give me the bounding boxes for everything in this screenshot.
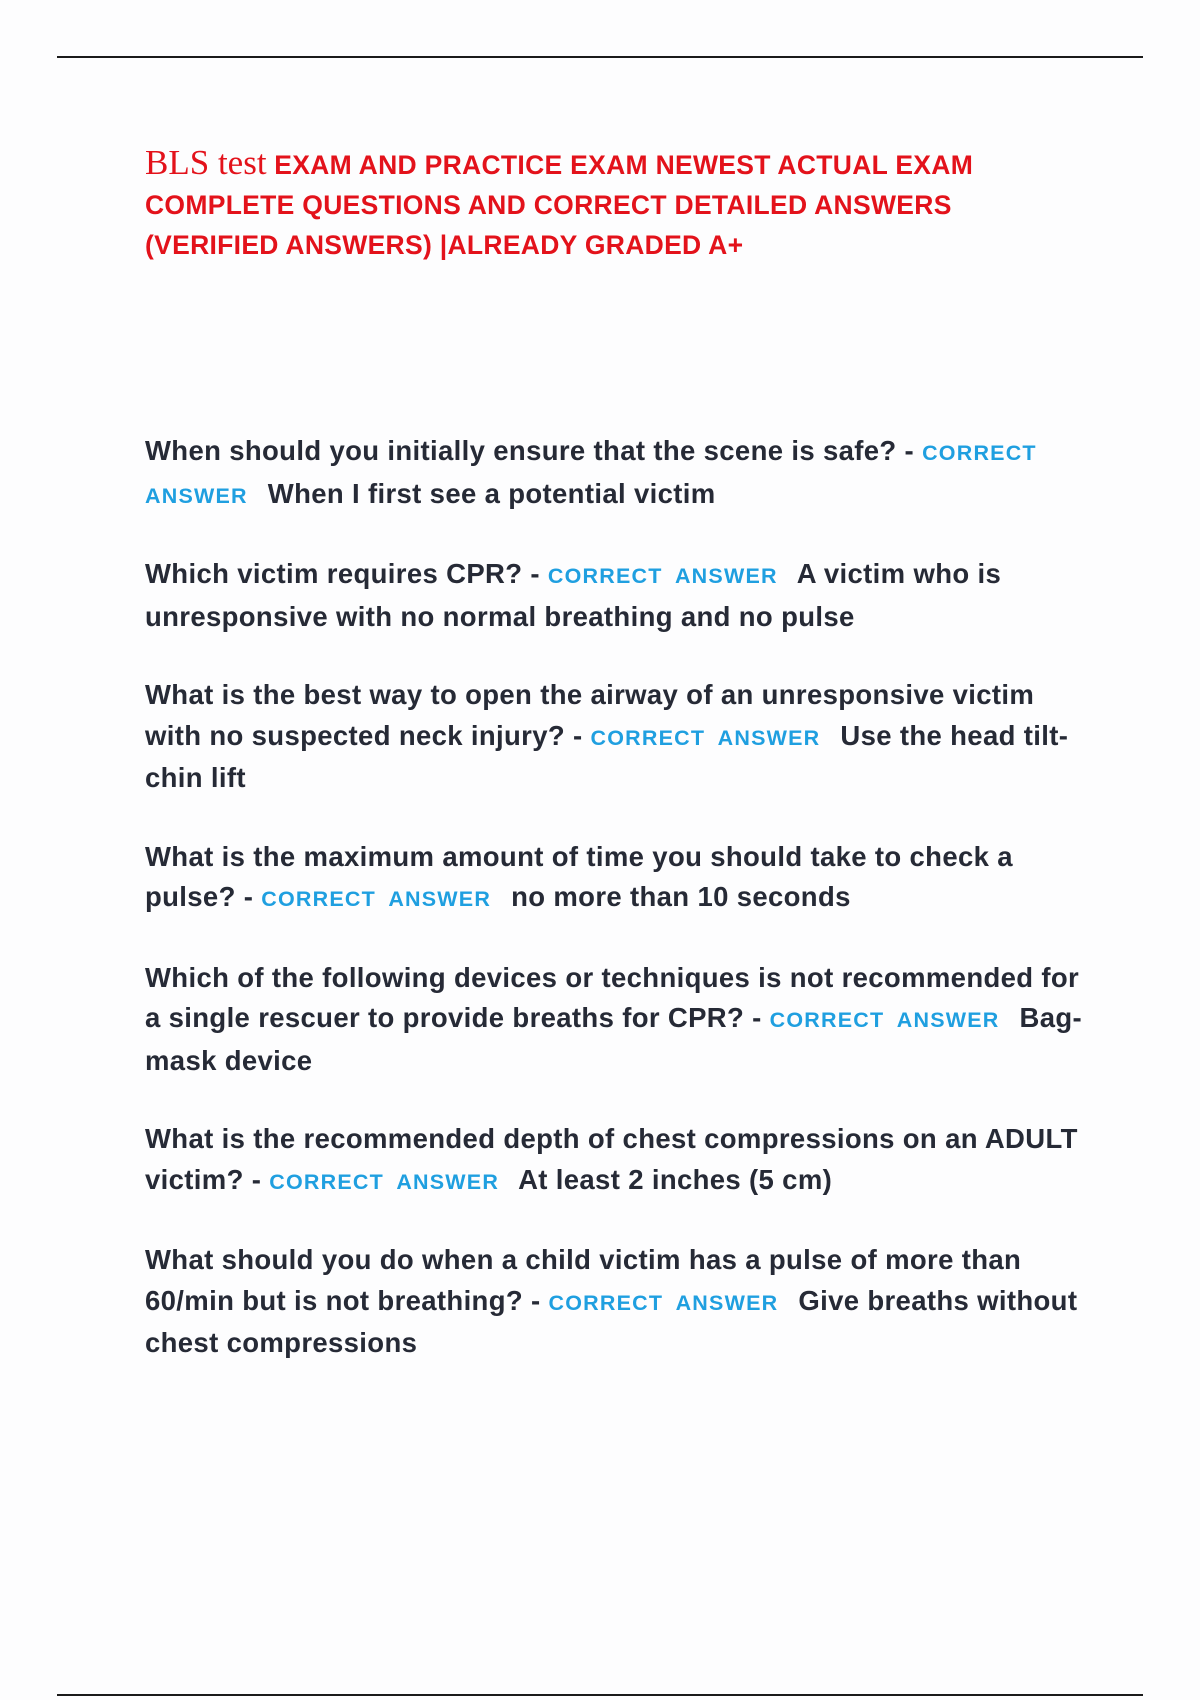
answer-text: A victim who is unresponsive with no normal breathing and no pulse <box>145 558 1002 632</box>
qa-item <box>145 958 1090 1082</box>
correct-answer-label: CORRECT ANSWER <box>269 1169 500 1194</box>
correct-answer-label: CORRECT ANSWER <box>145 441 1037 508</box>
question-text: What is the best way to open the airway of an unresponsive victim with no suspected neck injury? - <box>145 679 1035 751</box>
question-text: What should you do when a child victim has a pulse of more than 60/min but is not breathing? - <box>145 1244 1022 1316</box>
answer-text: At least 2 inches (5 cm) <box>518 1163 833 1195</box>
question-text: When should you initially ensure that the scene is safe? - <box>145 435 915 466</box>
correct-answer-label: CORRECT ANSWER <box>548 1290 779 1315</box>
question-text: What is the maximum amount of time you should take to check a pulse? - <box>145 840 1013 912</box>
question-text: What is the recommended depth of chest compressions on an ADULT victim? - <box>145 1123 1078 1195</box>
answer-text: When I first see a potential victim <box>267 477 716 509</box>
answer-text: Use the head tilt-chin lift <box>145 719 1069 793</box>
correct-answer-label: CORRECT ANSWER <box>590 725 821 750</box>
document-title <box>145 143 1045 265</box>
top-divider <box>57 56 1143 58</box>
qa-item <box>145 431 1090 516</box>
qa-item <box>145 1119 1090 1202</box>
answer-text: Bag-mask device <box>145 1002 1083 1076</box>
question-text: Which victim requires CPR? - <box>145 558 540 589</box>
title-lead: BLS test <box>145 143 267 182</box>
bottom-divider <box>57 1694 1143 1696</box>
qa-list <box>145 431 1090 1402</box>
title-rest: EXAM AND PRACTICE EXAM NEWEST ACTUAL EXAM COMPLETE QUESTIONS AND CORRECT DETAILED ANSWERS (VERIFIED ANSWERS) |ALREADY GRADED A+ <box>145 150 974 260</box>
correct-answer-label: CORRECT ANSWER <box>547 564 778 588</box>
correct-answer-label: CORRECT ANSWER <box>261 887 492 911</box>
qa-item <box>145 837 1090 920</box>
answer-text: Give breaths without chest compressions <box>145 1284 1078 1358</box>
answer-text: no more than 10 seconds <box>511 881 851 912</box>
qa-item <box>145 675 1090 799</box>
qa-item <box>145 554 1090 637</box>
qa-item <box>145 1240 1090 1364</box>
question-text: Which of the following devices or techniques is not recommended for a single rescuer to provide breaths for CPR? - <box>145 961 1080 1033</box>
correct-answer-label: CORRECT ANSWER <box>769 1008 1000 1032</box>
